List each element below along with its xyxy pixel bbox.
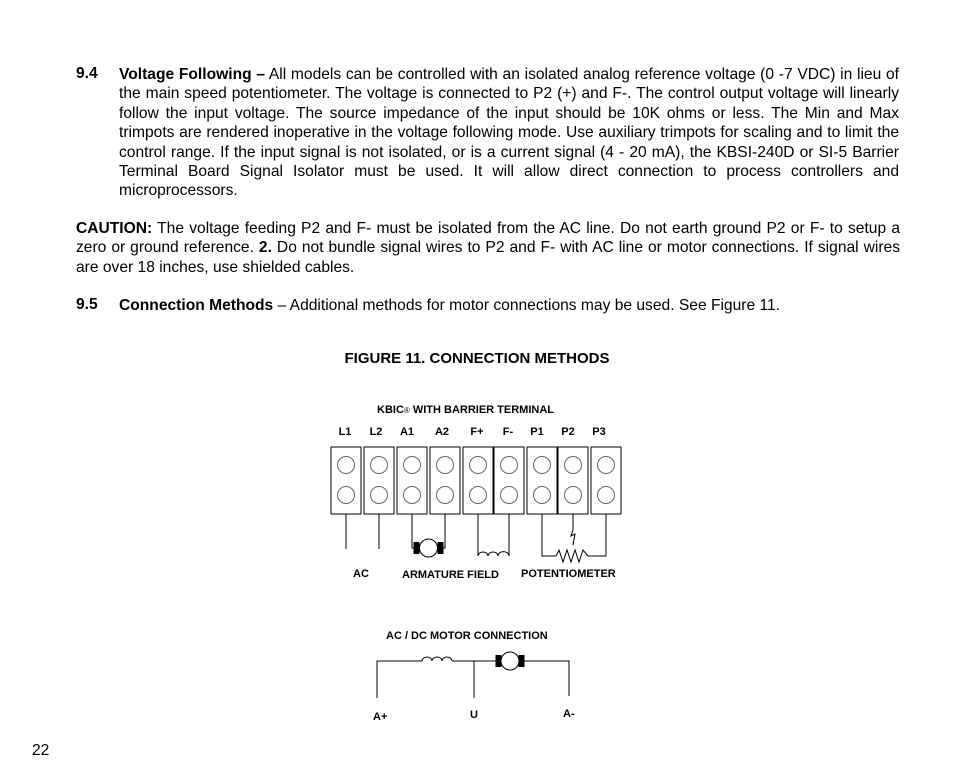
- section-9-4-body: All models can be controlled with an isolated analog reference voltage (0 -7 VDC) in lieu of the main speed potentiometer. The voltage is connected to P2 (+) and F-. The control output voltage will linearly follow the input voltage. The source impedance of the input should be 10K ohms or less. The Min and Max trimpots are rendered inoperative in the voltage following mode. Use auxiliary trimpots for scaling and to limit the control range. If the input signal is not isolated, or is a current signal (4 - 20 mA), the KBSI-240D or SI-5 Barrier Terminal Board Signal Isolator must be used. It will allow direct connection to process controllers and microprocessors.: [119, 66, 899, 200]
- barrier-terminal-title: KBIC® WITH BARRIER TERMINAL: [377, 404, 555, 416]
- page-number: 22: [32, 742, 50, 759]
- potentiometer-resistor-symbol: [556, 550, 588, 562]
- figure-title: FIGURE 11. CONNECTION METHODS: [344, 350, 610, 367]
- terminal-block-l2: [364, 447, 394, 514]
- label-armature-field: ARMATURE FIELD: [402, 569, 499, 581]
- terminal-block-f-plus: [463, 447, 493, 514]
- terminal-label-p3: P3: [592, 426, 606, 438]
- field-inductor-symbol: [478, 552, 509, 556]
- section-9-5-number: 9.5: [76, 296, 98, 313]
- label-u: U: [470, 709, 478, 721]
- terminal-block-p2: [558, 447, 588, 514]
- terminal-label-p2: P2: [561, 426, 575, 438]
- motor-connection-title: AC / DC MOTOR CONNECTION: [386, 630, 548, 642]
- caution-text-1: The voltage feeding P2 and F- must be isolated from the AC line. Do not earth ground P2 or F- to setup a zero or ground reference.: [76, 220, 900, 257]
- terminal-label-f-minus: F-: [502, 426, 514, 438]
- terminal-label-a1: A1: [399, 426, 415, 438]
- terminal-block-a1: [397, 447, 427, 514]
- label-ac: AC: [353, 568, 369, 580]
- caution-text-2: Do not bundle signal wires to P2 and F- with AC line or motor connections. If signal wires are over 18 inches, use shielded cables.: [76, 239, 900, 276]
- terminal-block-a2: [430, 447, 460, 514]
- terminal-label-l2: L2: [369, 426, 383, 438]
- motor-field-inductor-symbol: [422, 657, 452, 661]
- wire-p3: [588, 514, 606, 556]
- terminal-block-p1: [527, 447, 557, 514]
- label-a-minus: A-: [563, 708, 575, 720]
- potentiometer-wiper: [571, 514, 575, 545]
- terminal-label-f-plus: F+: [470, 426, 484, 438]
- section-9-4-heading: Voltage Following –: [119, 66, 266, 83]
- terminal-block-p3: [591, 447, 621, 514]
- section-9-5-body: – Additional methods for motor connections may be used. See Figure 11.: [273, 297, 780, 314]
- section-9-5-heading: Connection Methods: [119, 297, 274, 314]
- armature-motor-symbol: [414, 539, 443, 557]
- label-potentiometer: POTENTIOMETER: [521, 568, 616, 580]
- caution-label: CAUTION:: [76, 220, 153, 237]
- label-a-plus: A+: [373, 711, 388, 723]
- terminal-label-p1: P1: [530, 426, 544, 438]
- section-9-4-number: 9.4: [76, 65, 98, 82]
- terminal-label-l1: L1: [338, 426, 352, 438]
- terminal-block-l1: [331, 447, 361, 514]
- motor-wire-a-minus: [524, 661, 569, 696]
- terminal-block-f-minus: [494, 447, 524, 514]
- motor-armature-symbol: [496, 652, 524, 670]
- caution-item-2-number: 2.: [258, 239, 272, 257]
- wire-p1: [542, 514, 556, 556]
- motor-wire-a-plus: [377, 661, 422, 698]
- terminal-label-a2: A2: [434, 426, 450, 438]
